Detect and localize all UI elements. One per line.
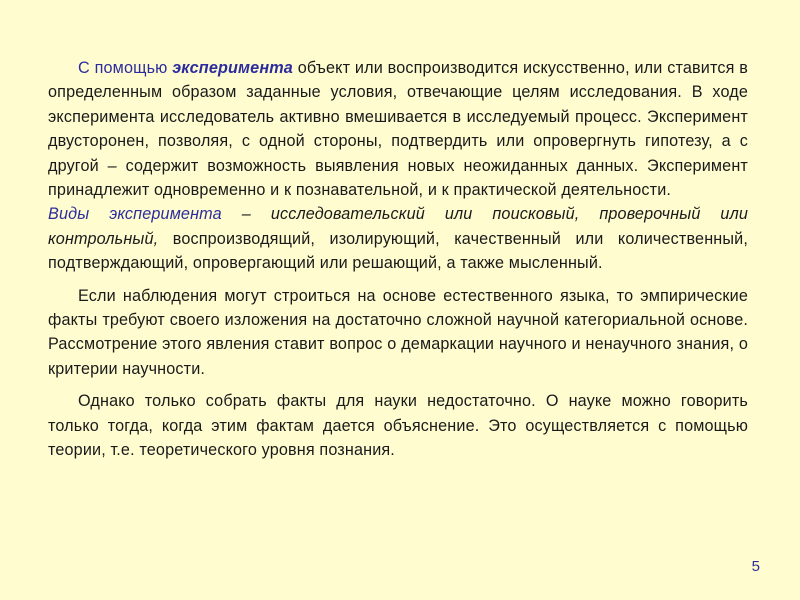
experiment-lead-text: С помощью: [78, 59, 173, 77]
paragraph-empirical-facts: Если наблюдения могут строиться на основе естественного языка, то эмпирические факты требуют своего изложения на достаточно сложной научной категориальной основе. Рассмотрение этого явления ставит вопрос о демаркации научного и ненаучного знания, о критерии научности.: [48, 286, 748, 378]
paragraph-experiment-definition: [48, 56, 748, 202]
experiment-definition-text: объект или воспроизводится искусственно, или ставится в определенным образом заданные условия, отвечающие целям исследования. В ходе эксперимента исследователь активно вмешивается в исследуемый процесс. Эксперимент двусторонен, позволяя, с одной стороны, подтвердить или опровергнуть гипотезу, а с другой – содержит возможность выявления новых неожиданных данных. Эксперимент принадлежит одновременно и к познавательной, и к практической деятельности.: [48, 59, 748, 200]
page-number: 5: [751, 558, 760, 575]
experiment-types-italic-text: – исследовательский или поисковый, проверочный или контрольный,: [48, 205, 749, 248]
paragraph-experiment-types: [48, 202, 748, 275]
experiment-types-term: Виды эксперимента: [48, 205, 222, 224]
slide-body: [48, 56, 748, 463]
experiment-term: эксперимента: [172, 59, 293, 77]
paragraph-theory: Однако только собрать факты для науки недостаточно. О науке можно говорить только тогда, когда этим фактам дается объяснение. Это осуществляется с помощью теории, т.е. теоретического уровня познания.: [48, 392, 748, 460]
experiment-types-text: воспроизводящий, изолирующий, качественный или количественный, подтверждающий, опровергающий или решающий, а также мысленный.: [48, 229, 748, 273]
